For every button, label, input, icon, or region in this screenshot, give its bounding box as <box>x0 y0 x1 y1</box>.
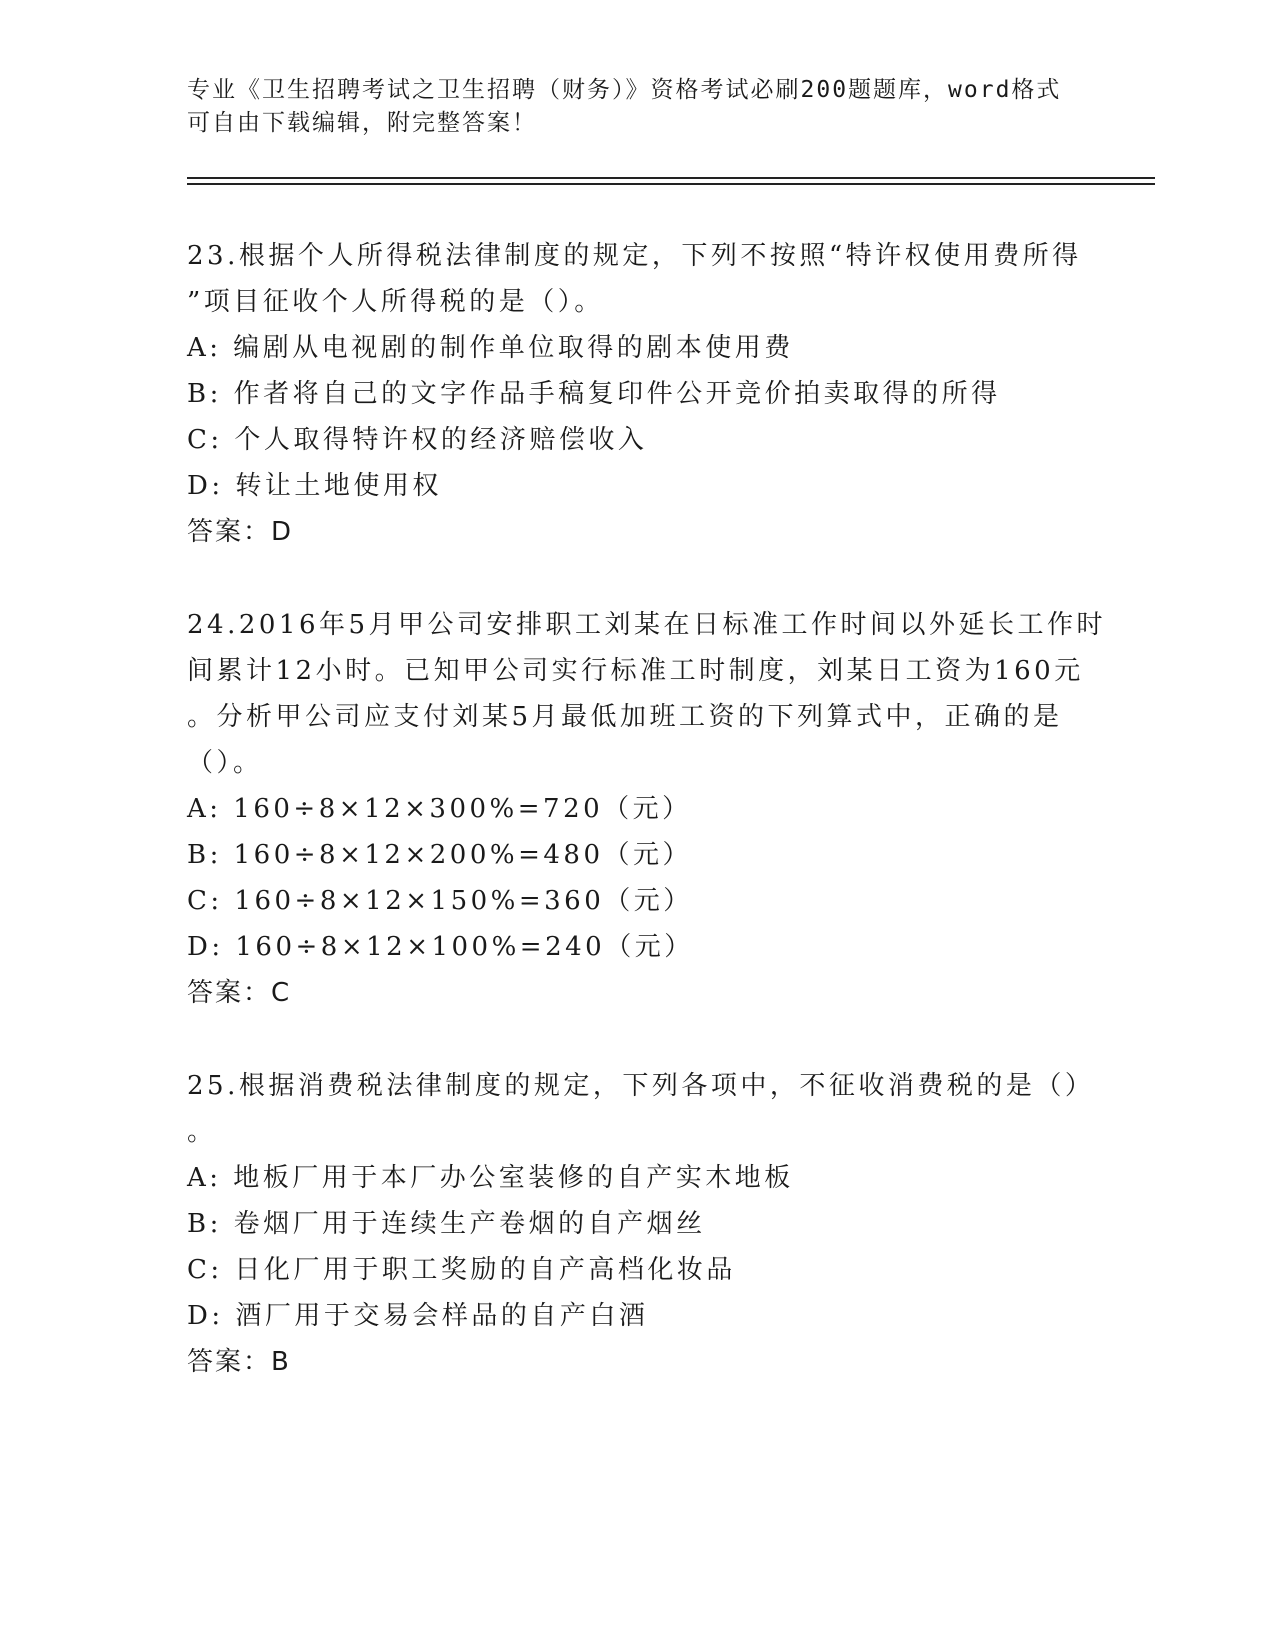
header-divider-bottom <box>187 183 1155 185</box>
answer-line: 答案：C <box>187 978 292 1008</box>
option-d: D: 160÷8×12×100%=240（元） <box>187 932 694 962</box>
header-divider-top <box>187 177 1155 179</box>
question-25 <box>187 1063 1095 1385</box>
option-c: C: 日化厂用于职工奖励的自产高档化妆品 <box>187 1255 736 1285</box>
question-24 <box>187 602 1107 1016</box>
header-line-1: 专业《卫生招聘考试之卫生招聘（财务）》资格考试必刷200题题库，word格式 <box>187 77 1062 103</box>
question-23 <box>187 233 1087 555</box>
option-a: A: 160÷8×12×300%=720（元） <box>187 794 692 824</box>
question-stem-line: 。分析甲公司应支付刘某5月最低加班工资的下列算式中，正确的是 <box>187 702 1063 732</box>
document-header <box>187 74 1087 140</box>
question-stem-line: 。 <box>187 1117 217 1147</box>
header-line-2: 可自由下载编辑，附完整答案！ <box>187 110 537 136</box>
answer-line: 答案：D <box>187 517 294 547</box>
option-a: A: 地板厂用于本厂办公室装修的自产实木地板 <box>187 1163 794 1193</box>
option-d: D: 酒厂用于交易会样品的自产白酒 <box>187 1301 649 1331</box>
question-stem-line: ”项目征收个人所得税的是（）。 <box>187 287 604 317</box>
option-c: C: 160÷8×12×150%=360（元） <box>187 886 693 916</box>
option-b: B: 作者将自己的文字作品手稿复印件公开竞价拍卖取得的所得 <box>187 379 1001 409</box>
question-stem-line: 24.2016年5月甲公司安排职工刘某在日标准工作时间以外延长工作时 <box>187 610 1107 640</box>
option-a: A: 编剧从电视剧的制作单位取得的剧本使用费 <box>187 333 794 363</box>
option-b: B: 160÷8×12×200%=480（元） <box>187 840 692 870</box>
question-stem-line: （）。 <box>187 748 263 778</box>
question-stem-line: 23.根据个人所得税法律制度的规定，下列不按照“特许权使用费所得 <box>187 241 1082 271</box>
option-c: C: 个人取得特许权的经济赔偿收入 <box>187 425 648 455</box>
question-stem-line: 25.根据消费税法律制度的规定，下列各项中，不征收消费税的是（） <box>187 1071 1095 1101</box>
option-b: B: 卷烟厂用于连续生产卷烟的自产烟丝 <box>187 1209 706 1239</box>
answer-line: 答案：B <box>187 1347 291 1377</box>
option-d: D: 转让土地使用权 <box>187 471 442 501</box>
question-stem-line: 间累计12小时。已知甲公司实行标准工时制度，刘某日工资为160元 <box>187 656 1084 686</box>
